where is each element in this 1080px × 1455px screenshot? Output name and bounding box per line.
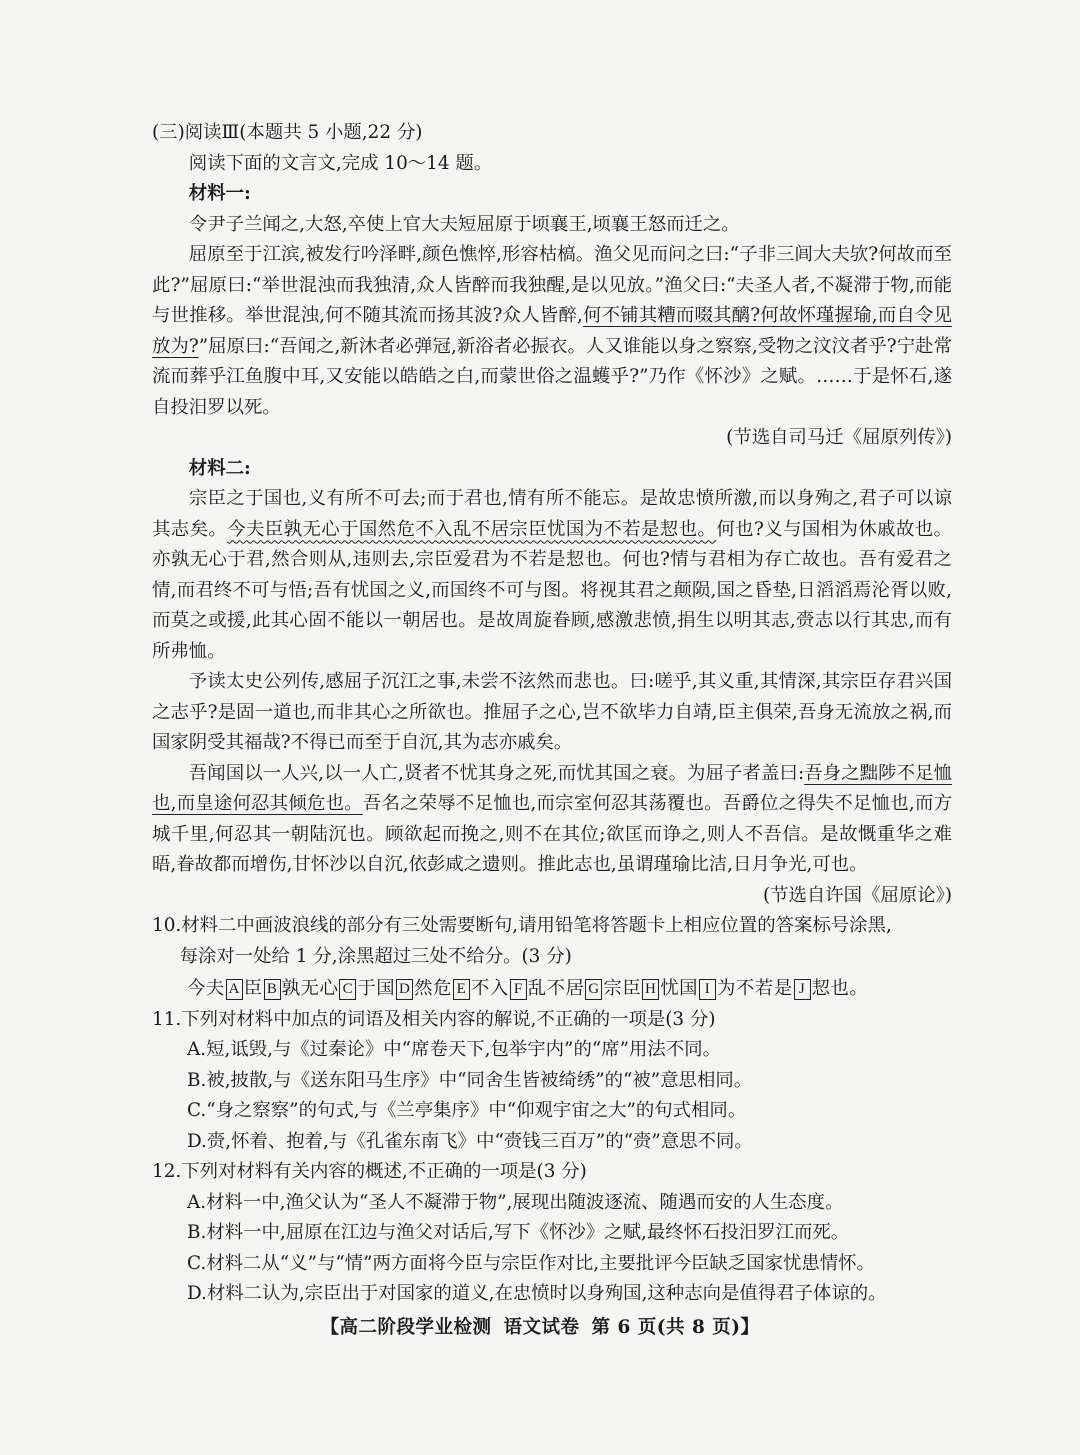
break-mark-box[interactable]: F — [510, 979, 527, 1000]
break-mark-box[interactable]: D — [396, 979, 413, 1000]
material2-label: 材料二: — [188, 457, 251, 479]
question-12-stem: 12.下列对材料有关内容的概述,不正确的一项是(3 分) — [152, 1161, 587, 1182]
question-11-option-d[interactable]: D.赍,怀着、抱着,与《孔雀东南飞》中“赍钱三百万”的“赍”意思不同。 — [186, 1130, 753, 1152]
segment: 于国 — [357, 978, 396, 999]
segment: 乱不居 — [527, 978, 585, 999]
material1-p2-text-a: 屈原至于江滨,被发行吟泽畔,颜色憔悴,形容枯槁。渔父见而问之曰:“子非三闾大夫欤?何故而至此?”屈原曰:“举世混浊而我独清,众人皆醉而我独醒,是以见放。”渔父曰:“夫圣人者,不凝滞于物,而能与世推移。举世混浊,何不随其流而扬其波?众人皆醉, — [152, 244, 952, 326]
break-mark-box[interactable]: I — [699, 979, 716, 1000]
question-12-option-a[interactable]: A.材料一中,渔父认为“圣人不凝滞于物”,展现出随波逐流、随遇而安的人生态度。 — [186, 1191, 844, 1213]
material2-paragraph-2: 予读太史公列传,感屈子沉江之事,未尝不泫然而悲也。曰:嗟乎,其义重,其情深,其宗臣存君兴国之志乎?是固一道也,而非其心之所欲也。推屈子之心,岂不欲毕力自靖,臣主俱荣,吾身无流放之祸,而国家阴受其福哉?不得已而至于自沉,其为志亦戚矣。 — [152, 671, 952, 753]
material1-paragraph-2 — [152, 240, 952, 423]
segment: 恝也。 — [811, 978, 869, 999]
section-header: (三)阅读Ⅲ(本题共 5 小题,22 分) — [152, 122, 423, 143]
material1-paragraph-1: 令尹子兰闻之,大怒,卒使上官大夫短屈原于顷襄王,顷襄王怒而迁之。 — [188, 213, 740, 235]
material2-p1-wavy: 今夫臣孰无心于国然危不入乱不居宗臣忧国为不若是恝也。 — [227, 518, 717, 540]
material2-p3-text-a: 吾闻国以一人兴,以一人亡,贤者不忧其身之死,而忧其国之衰。为屈子者盖曰: — [188, 762, 805, 784]
material2-paragraph-1 — [152, 484, 952, 667]
segment: 宗臣 — [603, 978, 642, 999]
question-11-stem: 11.下列对材料中加点的词语及相关内容的解说,不正确的一项是(3 分) — [152, 1008, 716, 1030]
material2-p1-text-a: 宗臣之于国也,义有所不可去;而于君也,情有所不能忘。是故忠愤所激,而以身殉之,君子可以谅其志矣。 — [152, 488, 952, 540]
material2-p3-text-b: 吾名之荣辱不足恤也,而宗室何忍其荡覆也。吾爵位之得失不足恤也,而方城千里,何忍其一朝陆沉也。顾欲起而挽之,则不在其位;欲匡而诤之,则人不吾信。是故慨重华之难晤,眷故都而增伤,甘怀沙以自沉,依彭咸之遗则。推此志也,虽谓瑾瑜比洁,日月争光,可也。 — [152, 793, 952, 875]
question-12-option-c[interactable]: C.材料二从“义”与“情”两方面将今臣与宗臣作对比,主要批评今臣缺乏国家忧患情怀。 — [186, 1252, 875, 1274]
segment: 为不若是 — [717, 978, 793, 999]
break-mark-box[interactable]: G — [585, 979, 602, 1000]
material2-p3-underlined: 吾身之黜陟不足恤也,而皇途何忍其倾危也。 — [152, 762, 952, 814]
footer-page-number: 第 6 页(共 8 页)】 — [591, 1317, 760, 1338]
material2-paragraph-3 — [152, 759, 952, 881]
material1-p2-text-b: ”屈原曰:“吾闻之,新沐者必弹冠,新浴者必振衣。人又谁能以身之察察,受物之汶汶者乎?宁赴常流而葬乎江鱼腹中耳,又安能以皓皓之白,而蒙世俗之温蠖乎?”乃作《怀沙》之赋。……于是怀石,遂自投汨罗以死。 — [152, 335, 952, 418]
segment: 臣 — [243, 978, 263, 999]
break-mark-box[interactable]: A — [226, 979, 243, 1000]
question-11-option-c[interactable]: C.“身之察察”的句式,与《兰亭集序》中“仰观宇宙之大”的句式相同。 — [186, 1100, 747, 1121]
material2-source: (节选自许国《屈原论》) — [762, 884, 952, 906]
footer-subject: 语文试卷 — [503, 1317, 580, 1338]
segment: 孰无心 — [281, 978, 339, 999]
material1-source: (节选自司马迁《屈原列传》) — [726, 427, 952, 448]
segment: 忧国 — [660, 978, 699, 999]
question-11-option-a[interactable]: A.短,诋毁,与《过秦论》中“席卷天下,包举宇内”的“席”用法不同。 — [186, 1039, 721, 1060]
material1-p2-underlined: 何不铺其糟而啜其醨?何故怀瑾握瑜,而自令见放为? — [152, 305, 952, 357]
footer-exam-name: 【高二阶段学业检测 — [320, 1317, 492, 1338]
question-10-stem-cont: 每涂对一处给 1 分,涂黑超过三处不给分。(3 分) — [179, 945, 572, 967]
question-11-option-b[interactable]: B.被,披散,与《送东阳马生序》中“同舍生皆被绮绣”的“被”意思相同。 — [186, 1069, 753, 1091]
question-10-break-line — [152, 974, 952, 1005]
break-mark-box[interactable]: B — [264, 979, 281, 1000]
break-mark-box[interactable]: H — [642, 979, 659, 1000]
segment: 然危 — [414, 978, 452, 999]
question-12-option-b[interactable]: B.材料一中,屈原在江边与渔父对话后,写下《怀沙》之赋,最终怀石投汨罗江而死。 — [186, 1222, 850, 1243]
segment: 不入 — [470, 978, 509, 999]
question-12-option-d[interactable]: D.材料二认为,宗臣出于对国家的道义,在忠愤时以身殉国,这种志向是值得君子体谅的。 — [186, 1283, 887, 1304]
segment: 今夫 — [186, 978, 225, 999]
section-instruction: 阅读下面的文言文,完成 10～14 题。 — [188, 152, 493, 174]
material1-label: 材料一: — [188, 183, 251, 204]
material2-p1-text-b: 何也?义与国相为休戚故也。亦孰无心于君,然合则从,违则去,宗臣爱君为不若是恝也。何也?情与君相为存亡故也。吾有爱君之情,而君终不可与悟;吾有忧国之义,而国终不可与图。将视其君之颠陨,国之昏垫,日滔滔焉沦胥以败,而莫之或援,此其心固不能以一朝居也。是故周旋眷顾,感激悲愤,捐生以明其志,赍志以行其忠,而有所弗恤。 — [152, 518, 952, 662]
question-10-stem: 10.材料二中画波浪线的部分有三处需要断句,请用铅笔将答题卡上相应位置的答案标号涂黑, — [152, 915, 892, 936]
break-mark-box[interactable]: J — [794, 979, 811, 1000]
break-mark-box[interactable]: C — [339, 979, 356, 1000]
break-mark-box[interactable]: E — [453, 979, 470, 1000]
page-footer — [0, 1313, 1080, 1344]
